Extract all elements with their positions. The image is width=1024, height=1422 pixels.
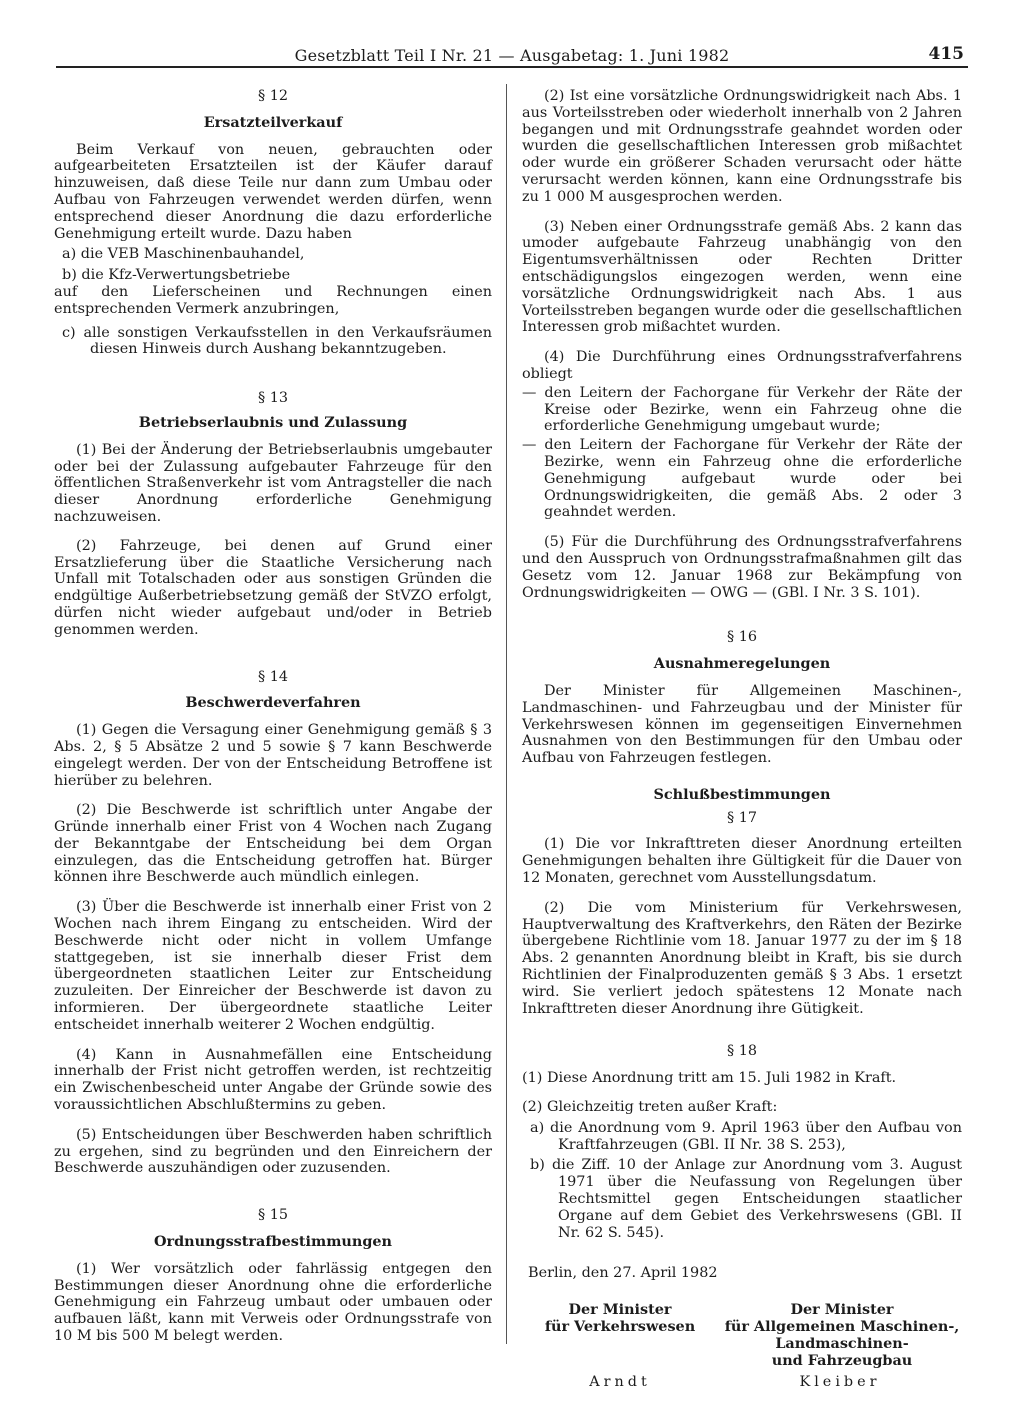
page-number: 415 <box>928 44 964 64</box>
paragraph: (2) Ist eine vorsätzliche Ordnungswidrigkeit nach Abs. 1 aus Vorteilsstreben oder wiederholt innerhalb von 2 Jahren begangen und mit Ordnungsstrafe geahndet worden oder wurden die gesellschaftlichen Interessen grob mißachtet oder wurde ein größerer Schaden verursacht oder hätte verursacht werden können, kann eine Ordnungsstrafe bis zu 1 000 M ausgesprochen werden. <box>522 88 962 205</box>
paragraph: (1) Die vor Inkrafttreten dieser Anordnung erteilten Genehmigungen behalten ihre Gültigkeit für die Dauer von 12 Monaten, gerechnet vom Ausstellungsdatum. <box>522 836 962 887</box>
paragraph: Der Minister für Allgemeinen Maschinen-, Landmaschinen- und Fahrzeugbau und der Minister für Verkehrswesen können im gegenseitigen Einvernehmen Ausnahmen von den Bestimmungen für den Umbau oder Aufbau von Fahrzeugen festlegen. <box>522 682 962 767</box>
right-column <box>522 88 962 1422</box>
list-item: b) die Kfz-Verwertungsbetriebe <box>62 267 291 284</box>
signatory-title: und Fahrzeugbau <box>771 1351 913 1369</box>
header-title: Gesetzblatt Teil I Nr. 21 — Ausgabetag: 1. Juni 1982 <box>294 46 730 65</box>
signatory-title: Landmaschinen- <box>775 1334 909 1352</box>
paragraph: (5) Entscheidungen über Beschwerden haben schriftlich zu ergehen, sind zu begründen und den Einreichern der Beschwerde auszuhändigen oder zuzusenden. <box>54 1126 492 1177</box>
paragraph: Beim Verkauf von neuen, gebrauchten oder aufgearbeiteten Ersatzteilen ist der Käufer darauf hinzuweisen, daß diese Teile nur dann zum Umbau oder Aufbau von Fahrzeugen verwendet werden dürfen, wenn entsprechend dieser Anordnung die dazu erforderliche Genehmigung erteilt wurde. Dazu haben <box>54 141 492 242</box>
list-item: b) die Ziff. 10 der Anlage zur Anordnung vom 3. August 1971 über die Neufassung von Regelungen über Rechtsmittel gegen Entscheidungen staatlicher Organe auf dem Gebiet des Verkehrswesens (GBl. II Nr. 62 S. 545). <box>530 1157 962 1241</box>
column-divider <box>506 84 507 1344</box>
section-title: Ersatzteilverkauf <box>203 113 343 131</box>
left-column <box>54 88 492 1345</box>
section-title: Beschwerdeverfahren <box>185 694 361 712</box>
paragraph: (1) Bei der Änderung der Betriebserlaubnis umgebauter oder bei der Zulassung aufgebauter Fahrzeuge für den öffentlichen Straßenverkehr ist vom Antragsteller die nach dieser Anordnung erforderliche Genehmigung nachzuweisen. <box>54 441 492 525</box>
paragraph: (3) Über die Beschwerde ist innerhalb einer Frist von 2 Wochen nach ihrem Eingang zu entscheiden. Wird der Beschwerde nicht oder nicht in vollem Umfange stattgegeben, ist sie innerhalb dieser Frist dem übergeordneten staatlichen Leiter zur Entscheidung zuzuleiten. Der Einreicher der Beschwerde ist davon zu informieren. Der übergeordnete staatliche Leiter entscheidet innerhalb weiterer 2 Wochen endgültig. <box>54 899 492 1033</box>
signatory-title: für Allgemeinen Maschinen-, <box>724 1318 960 1336</box>
paragraph: (4) Kann in Ausnahmefällen eine Entscheidung innerhalb der Frist nicht getroffen werden, ist rechtzeitig ein Zwischenbescheid unter Angabe der Gründe sowie des voraussichtlichen Abschlußtermins zu geben. <box>54 1046 492 1114</box>
section-number: § 15 <box>257 1207 289 1224</box>
dash-list-item: — den Leitern der Fachorgane für Verkehr der Räte der Bezirke, wenn ein Fahrzeug ohne die erforderliche Genehmigung aufgebaut wurde oder bei Ordnungswidrigkeiten, die gemäß Abs. 2 oder 3 geahndet werden. <box>522 437 962 521</box>
paragraph: (3) Neben einer Ordnungsstrafe gemäß Abs. 2 kann das umoder aufgebaute Fahrzeug unabhängig von den Eigentumsverhältnissen oder Rechten Dritter entschädigungslos eingezogen werden, wenn eine vorsätzliche Ordnungswidrigkeit nach Abs. 1 aus Vorteilsstreben begangen wurde oder die gesellschaftlichen Interessen grob mißachtet wurden. <box>522 218 962 336</box>
section-number: § 18 <box>726 1043 758 1060</box>
section-number: § 17 <box>726 809 758 826</box>
signatory-name: Kleiber <box>799 1374 881 1391</box>
signatory-name: Arndt <box>589 1374 651 1391</box>
paragraph: (2) Die vom Ministerium für Verkehrswesen, Hauptverwaltung des Kraftverkehrs, den Räten der Bezirke übergebene Richtlinie vom 18. Januar 1977 zu der im § 18 Abs. 2 genannten Anordnung bleibt in Kraft, bis sie durch Richtlinien der Finalproduzenten gemäß § 3 Abs. 1 ersetzt wird. Sie verliert jedoch spätestens 12 Monate nach Inkrafttreten dieser Anordnung ihre Gütigkeit. <box>522 899 962 1017</box>
paragraph: (1) Gegen die Versagung einer Genehmigung gemäß § 3 Abs. 2, § 5 Absätze 2 und 5 sowie § 7 kann Beschwerde eingelegt werden. Der von der Entscheidung Betroffene ist hierüber zu belehren. <box>54 722 492 789</box>
section-number: § 16 <box>726 629 758 646</box>
paragraph: auf den Lieferscheinen und Rechnungen einen entsprechenden Vermerk anzubringen, <box>54 283 492 317</box>
signature-right <box>722 1302 962 1369</box>
paragraph: (2) Die Beschwerde ist schriftlich unter Angabe der Gründe innerhalb einer Frist von 4 Wochen nach Zugang der Bekanntgabe der Entscheidung bei dem Organ einzulegen, das die Entscheidung getroffen hat. Bürger können ihre Beschwerde auch mündlich einlegen. <box>54 802 492 886</box>
paragraph: (5) Für die Durchführung des Ordnungsstrafverfahrens und den Ausspruch von Ordnungsstrafmaßnahmen gilt das Gesetz vom 12. Januar 1968 zur Bekämpfung von Ordnungswidrigkeiten — OWG — (GBl. I Nr. 3 S. 101). <box>522 534 962 601</box>
section-title: Betriebserlaubnis und Zulassung <box>138 413 408 431</box>
paragraph: (2) Gleichzeitig treten außer Kraft: <box>522 1099 778 1116</box>
paragraph: (2) Fahrzeuge, bei denen auf Grund einer Ersatzlieferung über die Staatliche Versicherung nach Unfall mit Totalschaden oder aus sonstigen Gründen die endgültige Außerbetriebsetzung gemäß der StVZO erfolgt, dürfen nicht wieder aufgebaut und/oder in Betrieb genommen werden. <box>54 537 492 638</box>
list-item: a) die VEB Maschinenbauhandel, <box>62 246 305 263</box>
paragraph: (1) Wer vorsätzlich oder fahrlässig entgegen den Bestimmungen dieser Anordnung ohne die erforderliche Genehmigung ein Fahrzeug umbaut oder umbauen oder aufbauen läßt, kann mit Verweis oder Ordnungsstrafe von 10 M bis 500 M belegt werden. <box>54 1260 492 1345</box>
signatory-title: für Verkehrswesen <box>544 1318 696 1336</box>
place-date: Berlin, den 27. April 1982 <box>528 1265 718 1282</box>
paragraph: (1) Diese Anordnung tritt am 15. Juli 1982 in Kraft. <box>522 1070 897 1087</box>
signatory-title: Der Minister <box>790 1301 894 1319</box>
dash-list-item: — den Leitern der Fachorgane für Verkehr der Räte der Kreise oder Bezirke, wenn ein Fahrzeug ohne die erforderliche Genehmigung umgebaut wurde; <box>522 384 962 435</box>
section-number: § 14 <box>257 668 289 685</box>
list-item: c) alle sonstigen Verkaufsstellen in den Verkaufsräumen diesen Hinweis durch Aushang bekanntzugeben. <box>62 324 492 358</box>
signatory-title: Der Minister <box>568 1301 672 1319</box>
signature-block <box>522 1302 962 1422</box>
section-title: Ausnahmeregelungen <box>653 655 831 673</box>
section-number: § 13 <box>257 390 289 407</box>
section-title: Ordnungsstrafbestimmungen <box>153 1233 393 1251</box>
list-item: a) die Anordnung vom 9. April 1963 über den Aufbau von Kraftfahrzeugen (GBl. II Nr. 38 S. 253), <box>530 1119 962 1153</box>
paragraph: (4) Die Durchführung eines Ordnungsstrafverfahrens obliegt <box>522 349 962 382</box>
signature-left <box>530 1302 710 1336</box>
final-provisions-heading: Schlußbestimmungen <box>653 785 831 803</box>
section-number: § 12 <box>257 88 289 104</box>
page-header <box>56 42 968 68</box>
header-rule <box>56 66 968 68</box>
